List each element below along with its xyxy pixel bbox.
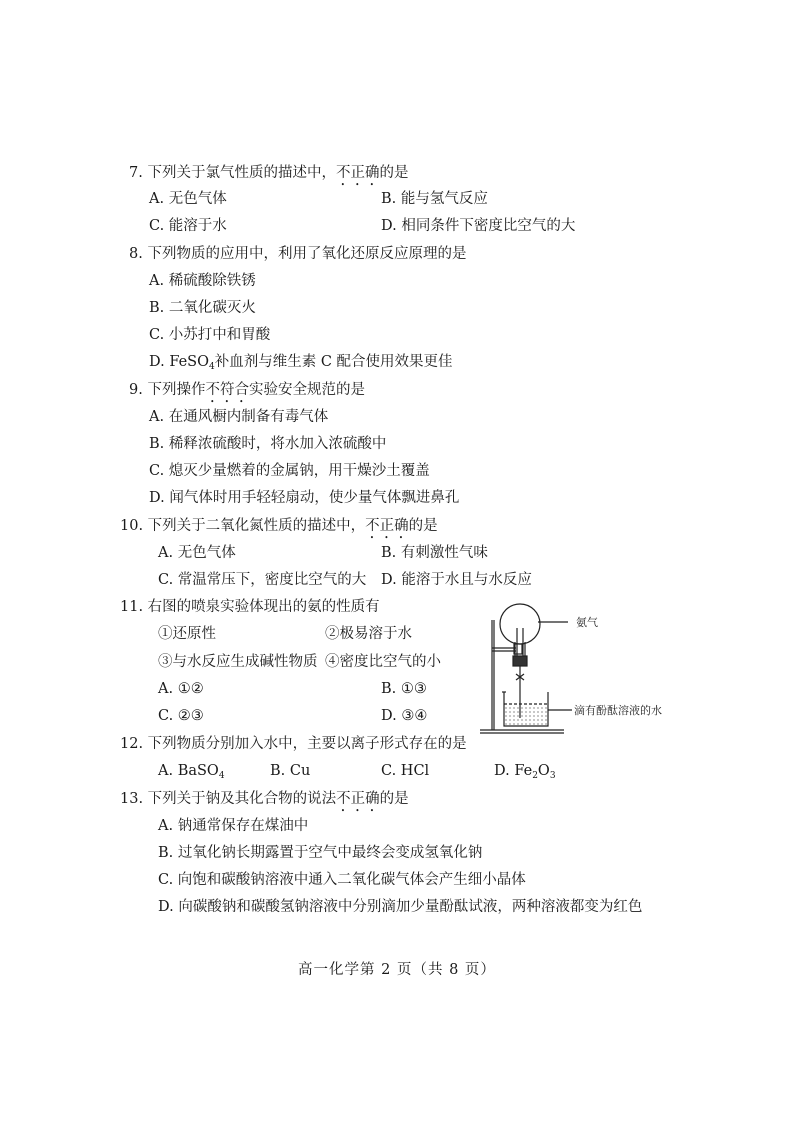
q12-d-formula-fe: D. Fe: [494, 763, 533, 779]
q10-option-a: A. 无色气体: [158, 545, 236, 561]
q13-option-b: B. 过氧化钠长期露置于空气中最终会变成氢氧化钠: [158, 845, 483, 861]
water-label: 滴有酚酞溶液的水: [574, 704, 662, 717]
q11-option-c: C. ②③: [158, 708, 204, 724]
q9-option-d: D. 闻气体时用手轻轻扇动，使少量气体飘进鼻孔: [149, 490, 460, 506]
q12-a-subscript: 4: [218, 771, 225, 781]
q10-stem-text: 10. 下列关于二氧化氮性质的描述中，: [120, 518, 366, 534]
q10-stem-end: 的是: [408, 518, 438, 534]
q12-d-formula-o: O: [537, 763, 550, 779]
q8-stem: 8. 下列物质的应用中，利用了氧化还原反应原理的是: [129, 246, 467, 262]
q9-stem: [129, 380, 365, 406]
flask: [500, 604, 540, 644]
q12-option-b: B. Cu: [270, 763, 311, 779]
fountain-apparatus-figure: [476, 600, 676, 742]
q13-stem: [120, 789, 409, 815]
q8-option-d: [149, 352, 453, 372]
q13-stem-emphasis: 不正确: [336, 791, 380, 807]
q12-stem: 12. 下列物质分别加入水中，主要以离子形式存在的是: [120, 736, 467, 752]
q8-option-a: A. 稀硫酸除铁锈: [149, 273, 256, 289]
q11-option-b: B. ①③: [381, 681, 427, 697]
q11-option-d: D. ③④: [381, 708, 428, 724]
q7-option-c: C. 能溶于水: [149, 218, 227, 234]
q11-property-3: ③与水反应生成碱性物质: [158, 654, 318, 670]
q13-option-a: A. 钠通常保存在煤油中: [158, 818, 309, 834]
q9-option-b: B. 稀释浓硫酸时，将水加入浓硫酸中: [149, 436, 387, 452]
q8-d-formula: D. FeSO: [149, 354, 209, 370]
q8-d-subscript: 4: [209, 362, 215, 372]
q11-stem: 11. 右图的喷泉实验体现出的氨的性质有: [120, 599, 380, 615]
q9-stem-emphasis: 不符合: [205, 382, 249, 398]
q8-option-b: B. 二氧化碳灭火: [149, 300, 256, 316]
q12-option-c: C. HCl: [381, 763, 430, 779]
q13-option-d: D. 向碳酸钠和碳酸氢钠溶液中分别滴加少量酚酞试液，两种溶液都变为红色: [158, 899, 643, 915]
q11-property-1: ①还原性: [158, 626, 216, 642]
q13-option-c: C. 向饱和碳酸钠溶液中通入二氧化碳气体会产生细小晶体: [158, 872, 526, 888]
q10-option-b: B. 有刺激性气味: [381, 545, 488, 561]
q9-option-c: C. 熄灭少量燃着的金属钠，用干燥沙土覆盖: [149, 463, 430, 479]
q12-a-formula: A. BaSO: [158, 763, 219, 779]
q10-stem-emphasis: 不正确: [365, 518, 409, 534]
q10-stem: [120, 516, 438, 542]
q7-option-a: A. 无色气体: [149, 191, 227, 207]
q10-option-c: C. 常温常压下，密度比空气的大: [158, 572, 367, 588]
q12-option-d: [494, 761, 556, 781]
q12-option-a: [158, 761, 225, 781]
q9-option-a: A. 在通风橱内制备有毒气体: [149, 409, 329, 425]
q11-property-2: ②极易溶于水: [325, 626, 412, 642]
q12-d-subscript-1: 2: [532, 771, 538, 781]
q12-d-subscript-2: 3: [549, 771, 556, 781]
q9-stem-text: 9. 下列操作: [129, 382, 206, 398]
q7-option-d: D. 相同条件下密度比空气的大: [381, 218, 576, 234]
stopper: [513, 656, 527, 666]
gas-label: 氨气: [576, 616, 598, 629]
q11-property-4: ④密度比空气的小: [325, 654, 441, 670]
q10-option-d: D. 能溶于水且与水反应: [381, 572, 532, 588]
q13-stem-end: 的是: [379, 791, 409, 807]
q13-stem-text: 13. 下列关于钠及其化合物的说法: [120, 791, 337, 807]
q8-option-c: C. 小苏打中和胃酸: [149, 327, 271, 343]
q7-stem-text: 7. 下列关于氯气性质的描述中，: [129, 165, 336, 181]
q7-stem-end: 的是: [379, 165, 409, 181]
q7-option-b: B. 能与氢气反应: [381, 191, 488, 207]
beaker: [504, 692, 548, 726]
q7-stem-emphasis: 不正确: [335, 165, 380, 181]
q8-d-text: 补血剂与维生素 C 配合使用效果更佳: [214, 354, 453, 370]
q7-stem: [129, 163, 408, 189]
page-footer: 高一化学第 2 页（共 8 页）: [298, 962, 496, 978]
q11-option-a: A. ①②: [158, 681, 204, 697]
q9-stem-end: 实验安全规范的是: [248, 382, 365, 398]
